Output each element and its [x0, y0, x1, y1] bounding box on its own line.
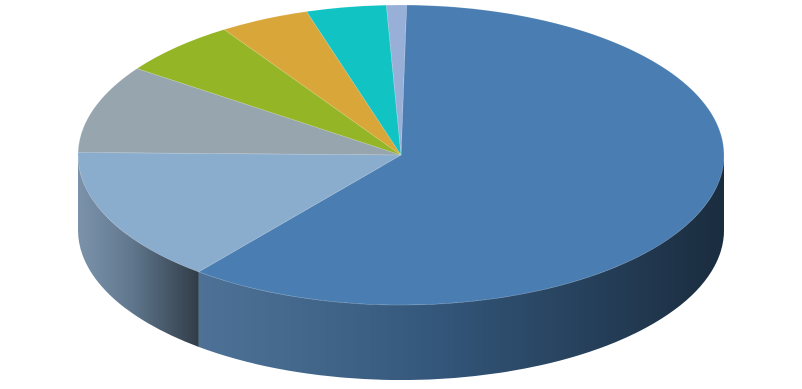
pie-top-slices: [78, 5, 724, 305]
